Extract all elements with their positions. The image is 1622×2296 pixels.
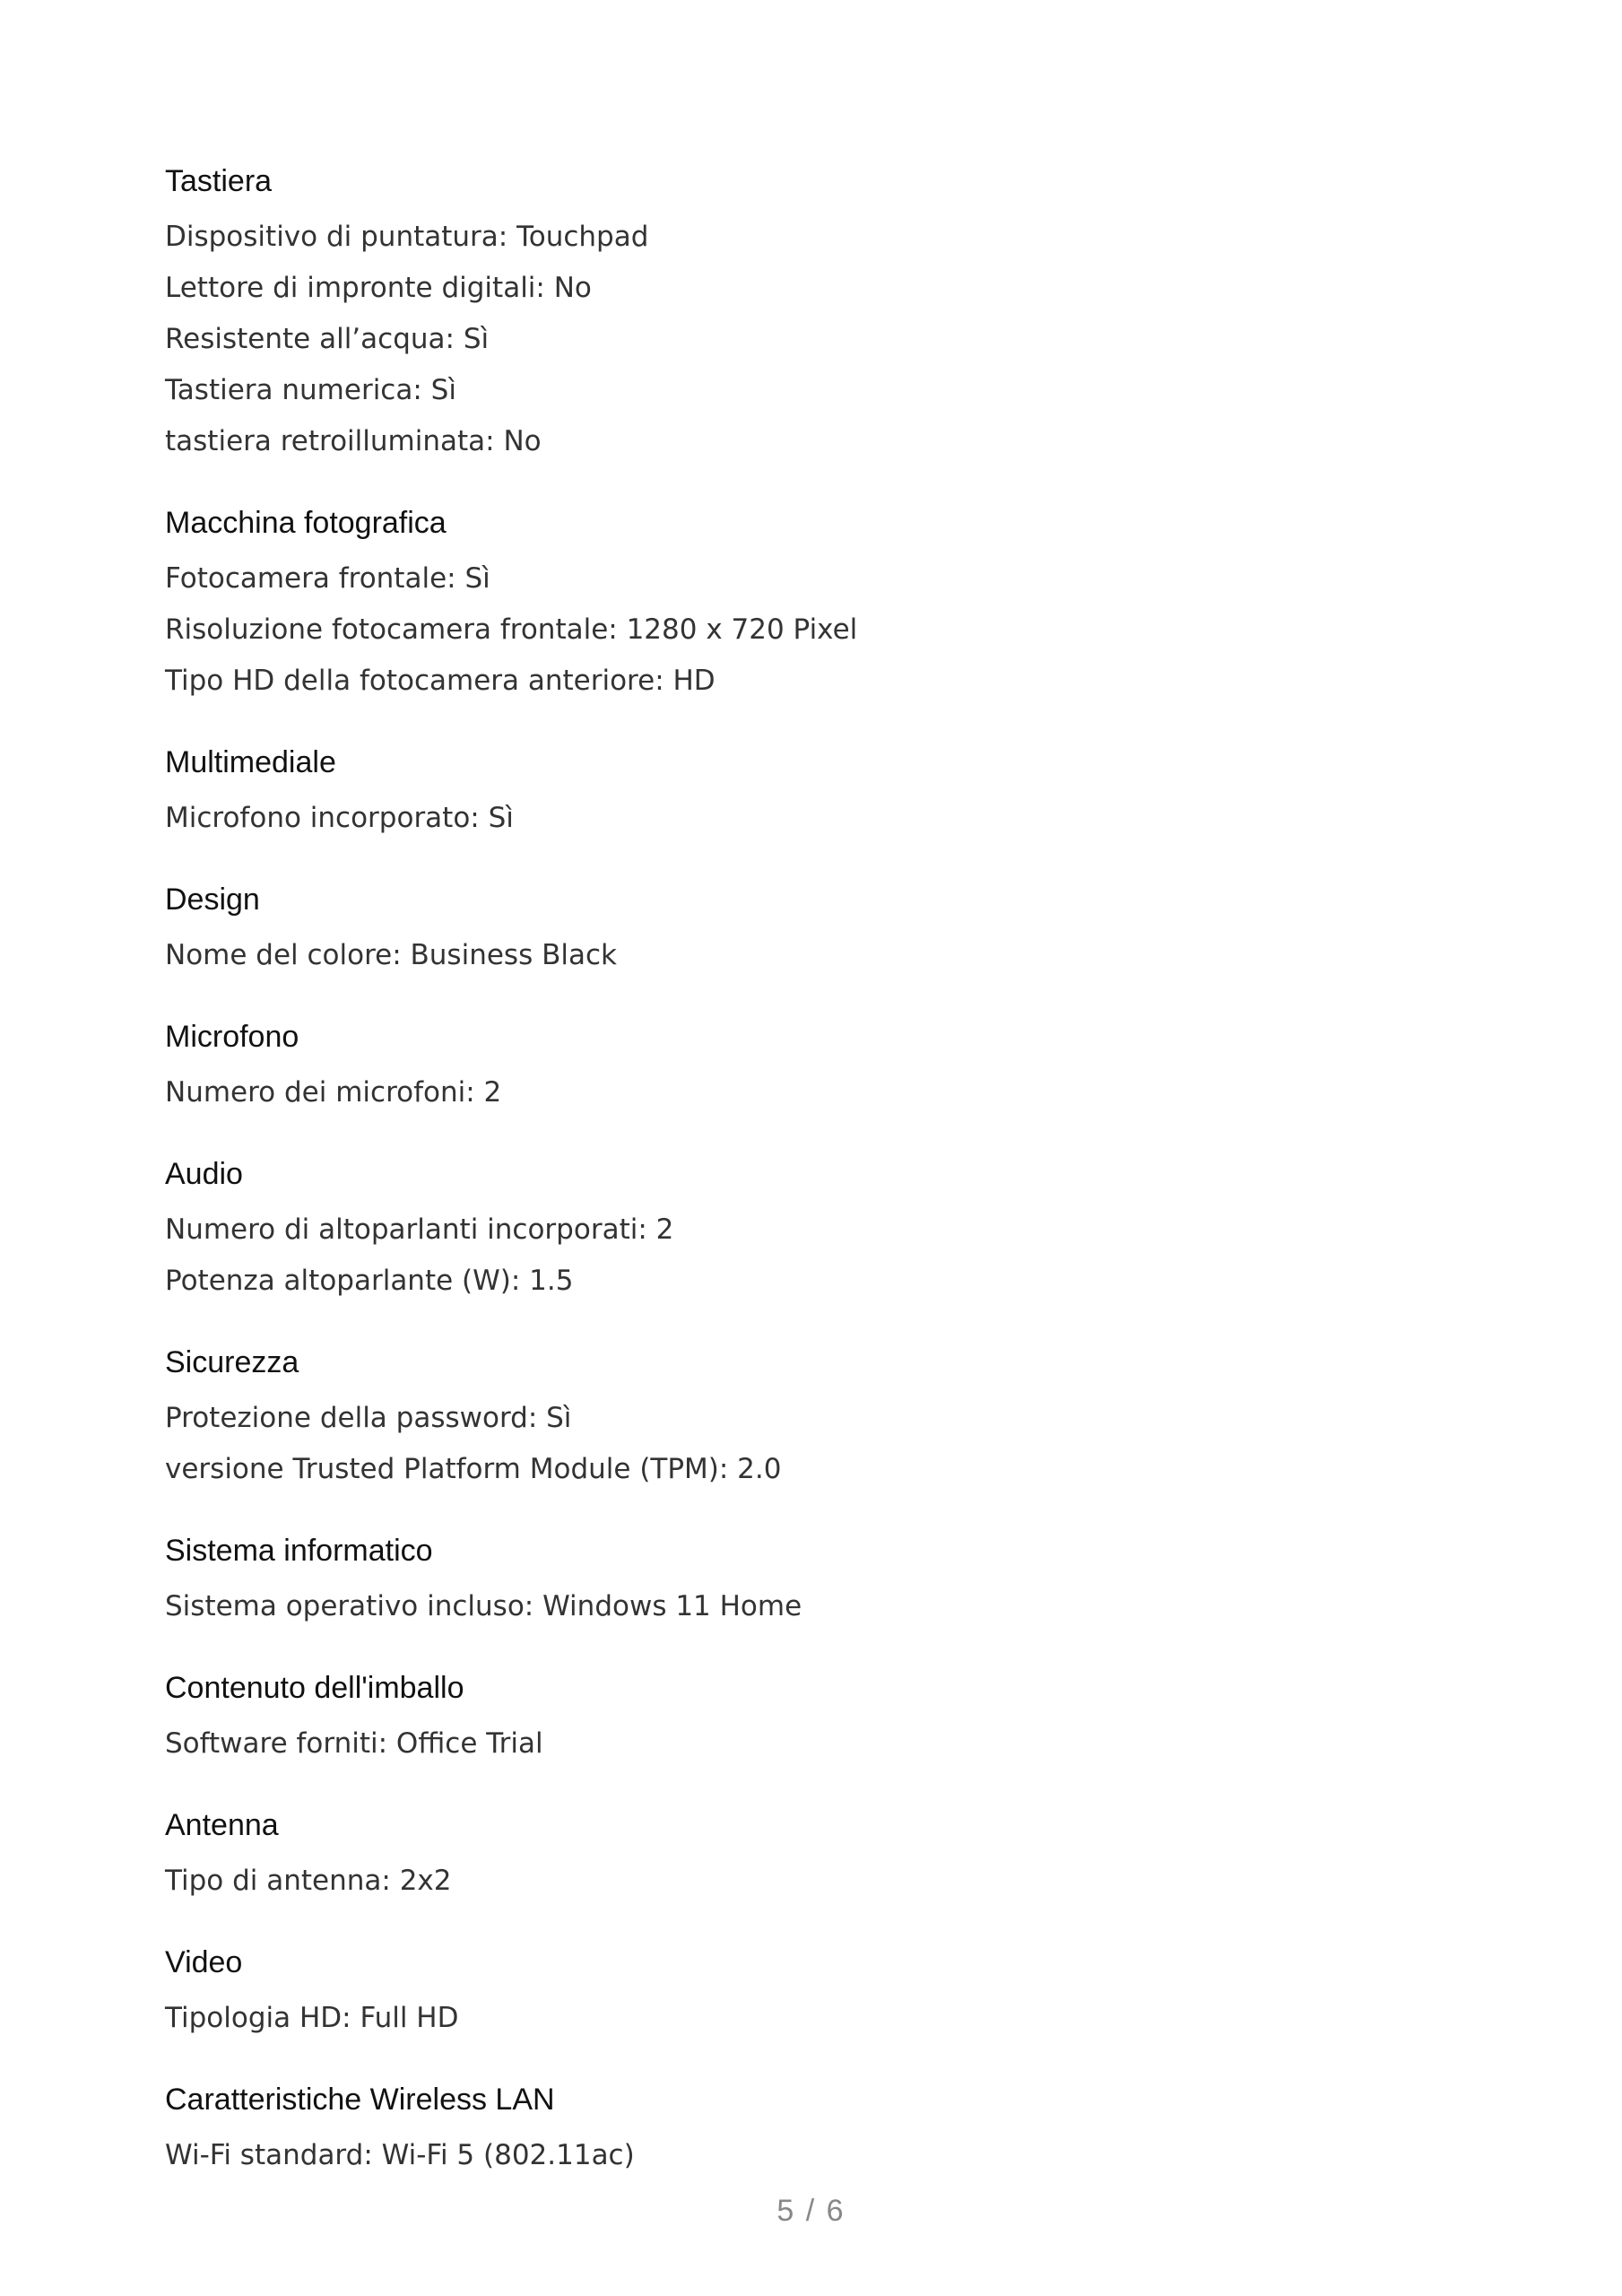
spec-line: Tipologia HD: Full HD	[165, 2002, 459, 2034]
section-heading: Tastiera	[165, 164, 273, 198]
section-heading: Audio	[165, 1157, 243, 1191]
spec-line: Lettore di impronte digitali: No	[165, 272, 592, 304]
section-heading: Design	[165, 883, 260, 917]
page-number: 5 / 6	[776, 2194, 846, 2228]
spec-line: Numero di altoparlanti incorporati: 2	[165, 1213, 674, 1246]
section-audio	[165, 1154, 1456, 1307]
section-heading: Sistema informatico	[165, 1534, 433, 1568]
section-heading: Antenna	[165, 1808, 279, 1842]
spec-line: Sistema operativo incluso: Windows 11 Home	[165, 1590, 802, 1622]
section-heading: Sicurezza	[165, 1345, 299, 1379]
spec-line: Software forniti: Office Trial	[165, 1727, 543, 1760]
section-tastiera	[165, 161, 1456, 467]
spec-line: Tastiera numerica: Sì	[165, 374, 456, 406]
spec-line: tastiera retroilluminata: No	[165, 425, 542, 457]
section-heading: Microfono	[165, 1020, 299, 1054]
spec-line: Numero dei microfoni: 2	[165, 1076, 502, 1109]
section-multimediale	[165, 743, 1456, 844]
spec-line: Tipo di antenna: 2x2	[165, 1865, 452, 1897]
section-antenna	[165, 1805, 1456, 1907]
section-heading: Video	[165, 1945, 243, 1979]
spec-line: Wi-Fi standard: Wi-Fi 5 (802.11ac)	[165, 2139, 635, 2171]
section-heading: Contenuto dell'imballo	[165, 1671, 464, 1705]
section-microfono	[165, 1017, 1456, 1118]
section-heading: Macchina fotografica	[165, 506, 447, 540]
spec-line: Protezione della password: Sì	[165, 1402, 572, 1434]
spec-line: Dispositivo di puntatura: Touchpad	[165, 221, 649, 253]
spec-list	[165, 161, 1456, 2217]
section-wireless-lan	[165, 2080, 1456, 2181]
spec-line: Risoluzione fotocamera frontale: 1280 x 720 Pixel	[165, 613, 858, 646]
section-macchina-fotografica	[165, 503, 1456, 707]
section-sistema-informatico	[165, 1531, 1456, 1632]
spec-line: Potenza altoparlante (W): 1.5	[165, 1265, 574, 1297]
spec-line: Resistente all’acqua: Sì	[165, 323, 490, 355]
section-heading: Caratteristiche Wireless LAN	[165, 2083, 555, 2117]
spec-line: Tipo HD della fotocamera anteriore: HD	[165, 665, 716, 697]
section-contenuto-imballo	[165, 1668, 1456, 1770]
section-sicurezza	[165, 1343, 1456, 1495]
spec-line: versione Trusted Platform Module (TPM): 2.0	[165, 1453, 782, 1485]
section-video	[165, 1943, 1456, 2044]
section-heading: Multimediale	[165, 745, 336, 779]
spec-line: Nome del colore: Business Black	[165, 939, 617, 971]
section-design	[165, 880, 1456, 981]
spec-line: Microfono incorporato: Sì	[165, 802, 514, 834]
spec-line: Fotocamera frontale: Sì	[165, 562, 490, 595]
